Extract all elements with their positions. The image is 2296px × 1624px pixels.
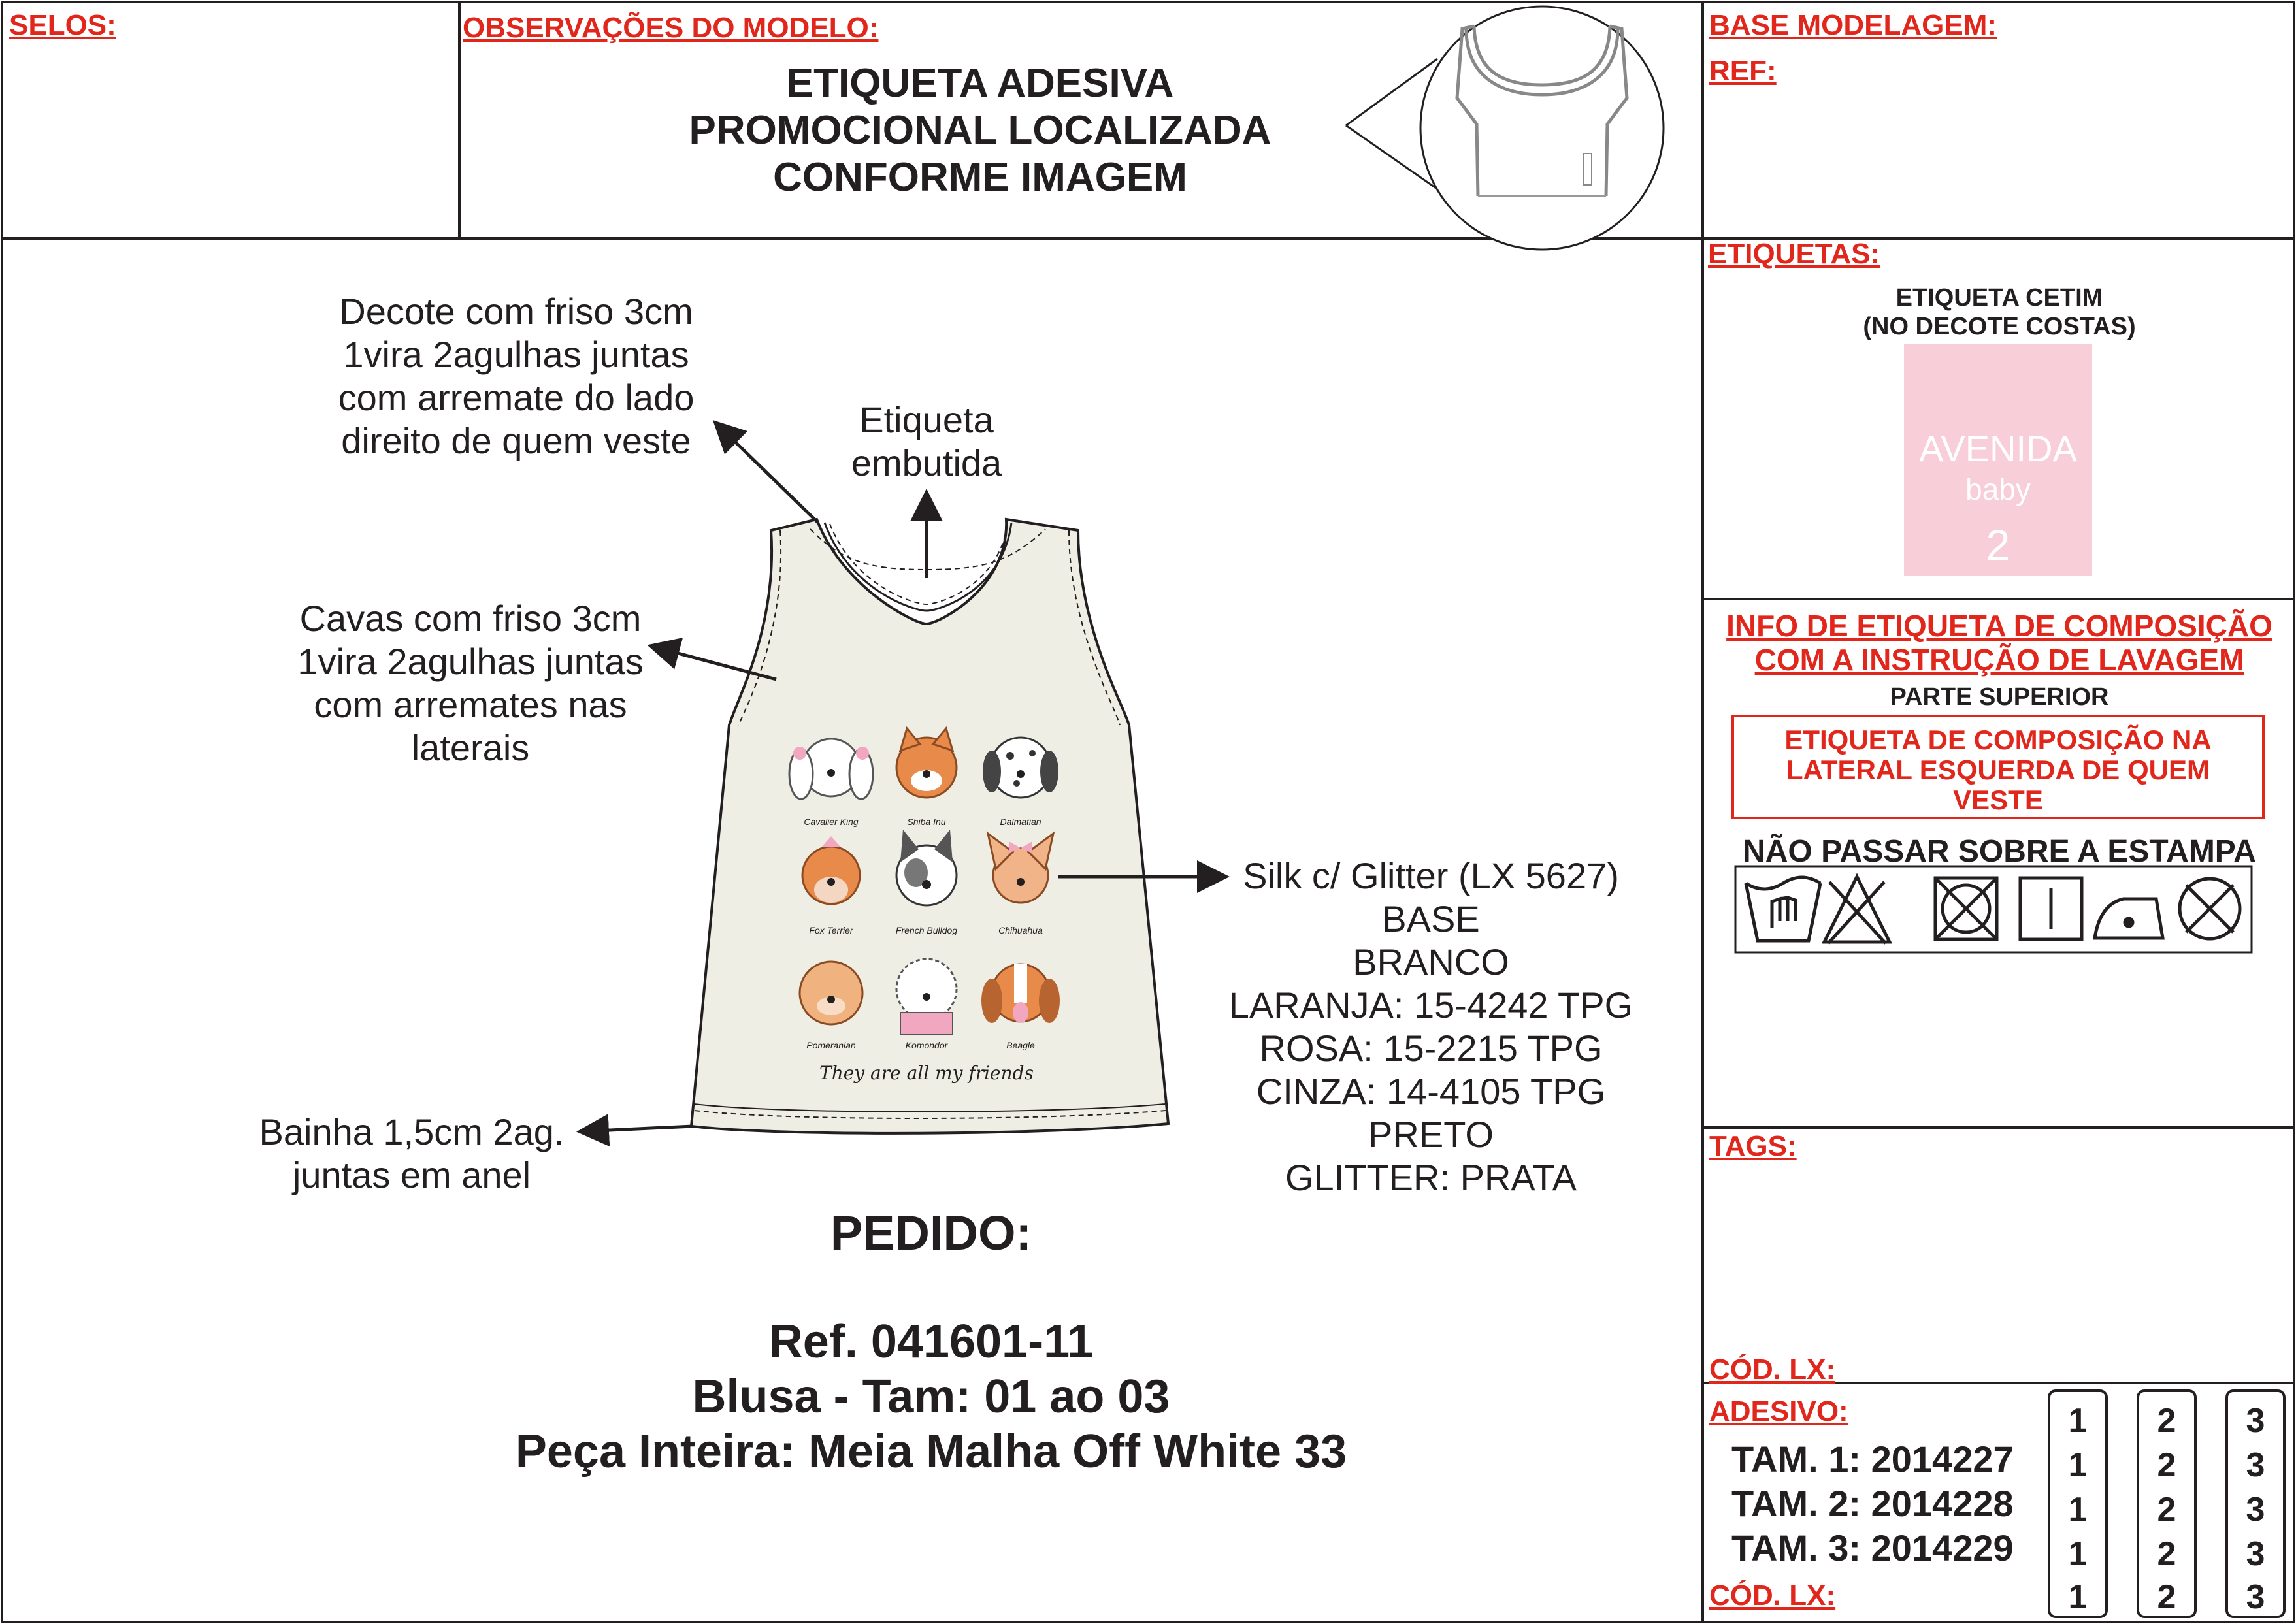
annotation-line: com arremates nas (314, 684, 627, 725)
no-tumble-dry-icon (1935, 878, 1997, 939)
adesivo-label: ADESIVO: (1709, 1395, 1848, 1427)
composicao-box-line: VESTE (1953, 785, 2043, 815)
composicao-box-line: LATERAL ESQUERDA DE QUEM (1786, 755, 2210, 785)
annotation-line: Etiqueta (859, 399, 994, 440)
size-cell: 2 (2157, 1446, 2176, 1484)
annotation-line: LARANJA: 15-4242 TPG (1228, 984, 1633, 1026)
adesivo-size: TAM. 1: 2014227 (1731, 1438, 2014, 1480)
print-slogan: They are all my friends (819, 1062, 1034, 1084)
size-cell: 3 (2246, 1446, 2265, 1484)
annotation-line: Cavas com friso 3cm (299, 598, 642, 639)
cetim-subtitle: (NO DECOTE COSTAS) (1863, 313, 2136, 340)
label-size: 2 (1986, 521, 2010, 569)
cetim-title: ETIQUETA CETIM (1895, 284, 2103, 312)
size-column-2 (2137, 1389, 2197, 1618)
etiquetas-label: ETIQUETAS: (1708, 238, 1880, 270)
tags-label: TAGS: (1709, 1130, 1797, 1162)
observacoes-line: CONFORME IMAGEM (773, 155, 1187, 200)
annotation-line: 1vira 2agulhas juntas (297, 641, 644, 682)
annotation-line: GLITTER: PRATA (1285, 1157, 1577, 1198)
size-cell: 2 (2157, 1491, 2176, 1529)
annotation-line: direito de quem veste (341, 420, 691, 461)
annotation-line: laterais (411, 727, 530, 768)
ref-label: REF: (1709, 55, 1777, 87)
base-modelagem-label: BASE MODELAGEM: (1709, 9, 1997, 41)
annotation-line: PRETO (1368, 1114, 1494, 1155)
order-ref: Ref. 041601-11 (768, 1316, 1094, 1368)
size-cell: 2 (2157, 1535, 2176, 1573)
annotation-line: embutida (851, 442, 1002, 483)
size-cell: 2 (2157, 1578, 2176, 1616)
size-cell: 2 (2157, 1402, 2176, 1440)
composicao-box-line: ETIQUETA DE COMPOSIÇÃO NA (1784, 724, 2212, 755)
cod-lx-label: CÓD. LX: (1709, 1354, 1836, 1386)
order-fabric: Peça Inteira: Meia Malha Off White 33 (515, 1425, 1347, 1478)
size-cell: 1 (2068, 1578, 2088, 1616)
label-brand-sub: baby (1965, 472, 2031, 506)
size-cell: 1 (2068, 1446, 2088, 1484)
size-cell: 3 (2246, 1535, 2265, 1573)
no-bleach-icon (1824, 877, 1890, 943)
size-cell: 3 (2246, 1491, 2265, 1529)
cod-lx-bottom-label: CÓD. LX: (1709, 1580, 1836, 1612)
annotation-line: ROSA: 15-2215 TPG (1259, 1028, 1603, 1069)
label-brand: AVENIDA (1919, 428, 2077, 469)
dog-caption: Shiba Inu (907, 817, 946, 827)
selos-label: SELOS: (9, 9, 116, 41)
dog-caption: Dalmatian (1000, 817, 1041, 827)
composicao-parte: PARTE SUPERIOR (1890, 683, 2109, 711)
line-dry-icon (2020, 878, 2082, 939)
composicao-warning: NÃO PASSAR SOBRE A ESTAMPA (1743, 834, 2256, 869)
size-column-3 (2225, 1389, 2286, 1618)
pedido-label: PEDIDO: (830, 1206, 1032, 1260)
annotation-line: Bainha 1,5cm 2ag. (259, 1111, 565, 1152)
annotation-line: Silk c/ Glitter (LX 5627) (1243, 855, 1619, 896)
iron-low-icon (2095, 899, 2163, 938)
annotation-line: 1vira 2agulhas juntas (343, 334, 689, 375)
size-column-1 (2048, 1389, 2108, 1618)
dog-caption: Pomeranian (806, 1040, 856, 1050)
observacoes-line: ETIQUETA ADESIVA (786, 61, 1174, 106)
annotation-line: Decote com friso 3cm (339, 291, 693, 332)
adesivo-size: TAM. 2: 2014228 (1731, 1483, 2014, 1524)
hand-wash-icon (1746, 877, 1820, 941)
order-product: Blusa - Tam: 01 ao 03 (692, 1371, 1170, 1423)
annotation-line: BASE (1382, 898, 1480, 939)
composicao-title-line: INFO DE ETIQUETA DE COMPOSIÇÃO (1726, 609, 2272, 643)
observacoes-line: PROMOCIONAL LOCALIZADA (689, 108, 1271, 153)
size-cell: 1 (2068, 1535, 2088, 1573)
dog-caption: Fox Terrier (809, 925, 853, 935)
size-cell: 1 (2068, 1402, 2088, 1440)
dog-caption: French Bulldog (895, 925, 958, 935)
annotation-line: com arremate do lado (338, 377, 695, 418)
observacoes-label: OBSERVAÇÕES DO MODELO: (463, 12, 879, 44)
adesivo-sizes (1731, 1437, 2045, 1570)
annotation-line: CINZA: 14-4105 TPG (1256, 1071, 1606, 1112)
size-cell: 1 (2068, 1491, 2088, 1529)
composicao-title-line: COM A INSTRUÇÃO DE LAVAGEM (1754, 643, 2244, 677)
size-cell: 3 (2246, 1402, 2265, 1440)
adesivo-size: TAM. 3: 2014229 (1731, 1527, 2014, 1568)
dog-caption: Chihuahua (998, 925, 1043, 935)
annotation-line: juntas em anel (292, 1154, 531, 1195)
dog-caption: Beagle (1006, 1040, 1035, 1050)
dog-caption: Cavalier King (804, 817, 859, 827)
no-dry-clean-icon (2180, 879, 2240, 939)
dog-caption: Komondor (905, 1040, 948, 1050)
size-cell: 3 (2246, 1578, 2265, 1616)
annotation-line: BRANCO (1353, 941, 1509, 983)
